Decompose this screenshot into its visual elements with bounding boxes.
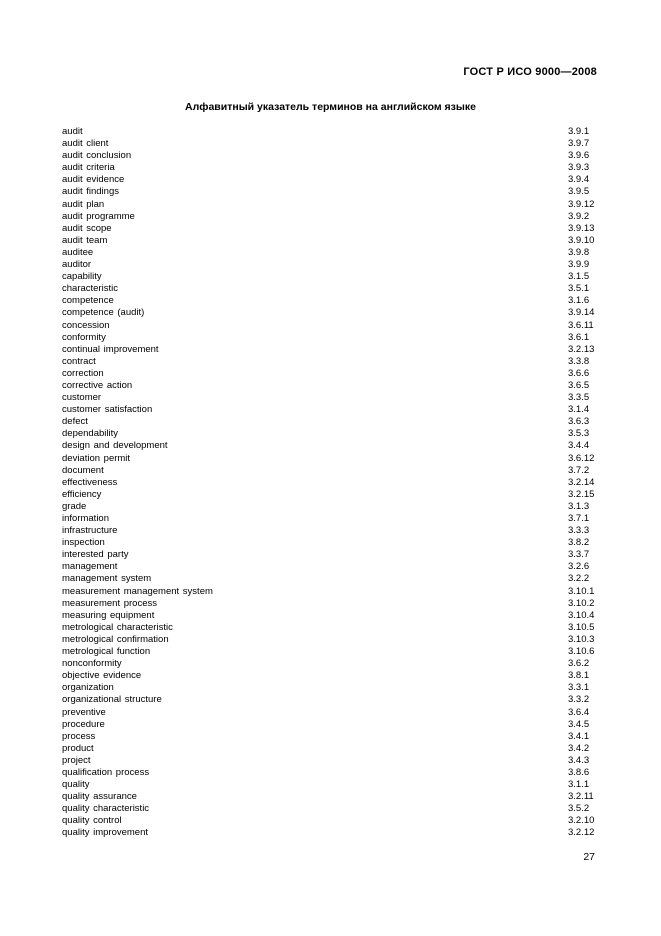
- entry-term: metrological characteristic: [62, 621, 173, 633]
- index-entry: [62, 174, 600, 186]
- entry-term: organizational structure: [62, 694, 162, 706]
- index-entry: [62, 356, 600, 368]
- index-entry: [62, 404, 600, 416]
- entry-term: customer: [62, 392, 102, 404]
- entry-term: measurement management system: [62, 585, 213, 597]
- index-entry: [62, 694, 600, 706]
- entry-term: inspection: [62, 537, 105, 549]
- index-entry: [62, 392, 600, 404]
- entry-clause-number: 3.1.3: [568, 500, 590, 512]
- entry-clause-number: 3.9.9: [568, 259, 590, 271]
- entry-clause-number: 3.9.13: [568, 222, 595, 234]
- entry-clause-number: 3.6.5: [568, 379, 590, 391]
- entry-clause-number: 3.6.1: [568, 331, 590, 343]
- entry-clause-number: 3.8.2: [568, 537, 590, 549]
- entry-clause-number: 3.3.5: [568, 392, 590, 404]
- index-entry: [62, 537, 600, 549]
- index-entry: [62, 755, 600, 767]
- entry-term: measuring equipment: [62, 609, 155, 621]
- entry-term: audit scope: [62, 222, 112, 234]
- index-entry: [62, 501, 600, 513]
- entry-clause-number: 3.6.3: [568, 416, 590, 428]
- entry-term: audit evidence: [62, 174, 125, 186]
- entry-term: quality control: [62, 815, 122, 827]
- index-entry: [62, 803, 600, 815]
- index-entry: [62, 211, 600, 223]
- entry-term: audit team: [62, 234, 108, 246]
- entry-clause-number: 3.6.4: [568, 706, 590, 718]
- index-entry: [62, 307, 600, 319]
- entry-term: quality characteristic: [62, 803, 150, 815]
- index-entry: [62, 138, 600, 150]
- entry-term: project: [62, 754, 91, 766]
- entry-term: dependability: [62, 428, 118, 440]
- term-index-list: [62, 126, 600, 840]
- entry-clause-number: 3.6.12: [568, 452, 595, 464]
- entry-clause-number: 3.7.1: [568, 513, 590, 524]
- entry-clause-number: 3.2.13: [568, 343, 595, 355]
- entry-term: correction: [62, 367, 104, 379]
- entry-term: metrological confirmation: [62, 633, 169, 645]
- entry-clause-number: 3.9.8: [568, 246, 590, 258]
- index-entry: [62, 259, 600, 271]
- entry-term: metrological function: [62, 646, 151, 658]
- index-entry: [62, 295, 600, 307]
- index-entry: [62, 235, 600, 247]
- entry-clause-number: 3.9.6: [568, 150, 590, 162]
- entry-term: efficiency: [62, 488, 102, 500]
- entry-clause-number: 3.2.12: [568, 827, 595, 839]
- entry-clause-number: 3.4.2: [568, 742, 590, 754]
- index-entry: [62, 549, 600, 561]
- index-entry: [62, 658, 600, 670]
- entry-term: measurement process: [62, 597, 157, 609]
- index-entry: [62, 598, 600, 610]
- index-entry: [62, 428, 600, 440]
- entry-term: audit: [62, 126, 83, 137]
- entry-clause-number: 3.3.1: [568, 682, 590, 694]
- entry-term: capability: [62, 271, 102, 283]
- index-entry: [62, 126, 600, 138]
- entry-clause-number: 3.2.11: [568, 791, 594, 803]
- index-entry: [62, 791, 600, 803]
- entry-term: information: [62, 513, 109, 524]
- index-entry: [62, 150, 600, 162]
- index-entry: [62, 489, 600, 501]
- index-entry: [62, 162, 600, 174]
- entry-term: effectiveness: [62, 476, 118, 488]
- entry-clause-number: 3.6.6: [568, 367, 590, 379]
- page-number: 27: [583, 851, 595, 863]
- index-entry: [62, 779, 600, 791]
- entry-clause-number: 3.1.4: [568, 404, 590, 416]
- entry-clause-number: 3.2.6: [568, 561, 590, 573]
- index-entry: [62, 707, 600, 719]
- entry-term: conformity: [62, 331, 106, 343]
- entry-clause-number: 3.4.4: [568, 440, 590, 452]
- index-title: Алфавитный указатель терминов на английском языке: [185, 101, 476, 113]
- index-entry: [62, 283, 600, 295]
- entry-clause-number: 3.2.15: [568, 488, 595, 500]
- entry-clause-number: 3.7.2: [568, 464, 590, 476]
- index-entry: [62, 682, 600, 694]
- index-entry: [62, 186, 600, 198]
- entry-term: organization: [62, 682, 114, 694]
- entry-term: quality improvement: [62, 827, 149, 839]
- entry-term: management: [62, 561, 118, 573]
- entry-clause-number: 3.10.4: [568, 609, 595, 621]
- entry-clause-number: 3.5.2: [568, 803, 590, 815]
- index-entry: [62, 332, 600, 344]
- entry-term: audit criteria: [62, 162, 115, 174]
- entry-term: audit conclusion: [62, 150, 132, 162]
- entry-clause-number: 3.10.3: [568, 633, 595, 645]
- entry-clause-number: 3.5.3: [568, 428, 590, 440]
- entry-term: interested party: [62, 549, 129, 561]
- entry-clause-number: 3.5.1: [568, 283, 590, 295]
- entry-clause-number: 3.9.3: [568, 162, 590, 174]
- entry-clause-number: 3.6.2: [568, 658, 590, 670]
- entry-term: design and development: [62, 440, 168, 452]
- index-entry: [62, 477, 600, 489]
- entry-term: competence: [62, 295, 114, 307]
- entry-term: infrastructure: [62, 525, 118, 537]
- entry-term: contract: [62, 355, 96, 367]
- entry-clause-number: 3.1.5: [568, 271, 590, 283]
- entry-term: quality assurance: [62, 791, 137, 803]
- entry-clause-number: 3.4.1: [568, 730, 590, 742]
- index-entry: [62, 465, 600, 477]
- entry-term: auditee: [62, 246, 94, 258]
- entry-term: deviation permit: [62, 452, 131, 464]
- entry-term: process: [62, 730, 96, 742]
- entry-term: quality: [62, 779, 90, 791]
- index-entry: [62, 646, 600, 658]
- index-entry: [62, 670, 600, 682]
- entry-term: document: [62, 464, 104, 476]
- entry-term: qualification process: [62, 766, 150, 778]
- index-entry: [62, 223, 600, 235]
- index-entry: [62, 622, 600, 634]
- entry-clause-number: 3.3.2: [568, 694, 590, 706]
- entry-clause-number: 3.9.1: [568, 126, 590, 137]
- entry-clause-number: 3.9.10: [568, 234, 595, 246]
- entry-clause-number: 3.9.5: [568, 186, 590, 198]
- entry-term: procedure: [62, 718, 105, 730]
- index-entry: [62, 344, 600, 356]
- entry-term: objective evidence: [62, 670, 142, 682]
- entry-clause-number: 3.8.6: [568, 766, 590, 778]
- entry-clause-number: 3.10.5: [568, 621, 595, 633]
- index-entry: [62, 199, 600, 211]
- entry-clause-number: 3.1.1: [568, 779, 590, 791]
- entry-clause-number: 3.10.1: [568, 585, 595, 597]
- index-entry: [62, 380, 600, 392]
- index-entry: [62, 368, 600, 380]
- entry-term: auditor: [62, 259, 92, 271]
- entry-term: management system: [62, 573, 152, 585]
- index-entry: [62, 453, 600, 465]
- index-entry: [62, 743, 600, 755]
- index-entry: [62, 513, 600, 525]
- entry-term: nonconformity: [62, 658, 122, 670]
- entry-clause-number: 3.10.6: [568, 646, 595, 658]
- entry-term: audit plan: [62, 198, 105, 210]
- entry-term: audit client: [62, 138, 109, 150]
- entry-term: concession: [62, 319, 110, 331]
- entry-clause-number: 3.4.3: [568, 754, 590, 766]
- entry-term: product: [62, 742, 94, 754]
- entry-clause-number: 3.10.2: [568, 597, 595, 609]
- entry-term: customer satisfaction: [62, 404, 153, 416]
- index-entry: [62, 440, 600, 452]
- index-entry: [62, 271, 600, 283]
- entry-clause-number: 3.4.5: [568, 718, 590, 730]
- entry-term: competence (audit): [62, 307, 145, 319]
- entry-clause-number: 3.2.14: [568, 476, 595, 488]
- index-entry: [62, 525, 600, 537]
- entry-clause-number: 3.1.6: [568, 295, 590, 307]
- index-entry: [62, 573, 600, 585]
- entry-term: defect: [62, 416, 88, 428]
- entry-clause-number: 3.9.14: [568, 307, 595, 319]
- index-entry: [62, 247, 600, 259]
- index-entry: [62, 827, 600, 839]
- index-entry: [62, 815, 600, 827]
- entry-clause-number: 3.3.7: [568, 549, 590, 561]
- entry-term: audit programme: [62, 210, 135, 222]
- entry-term: corrective action: [62, 379, 133, 391]
- entry-clause-number: 3.9.4: [568, 174, 590, 186]
- index-entry: [62, 767, 600, 779]
- entry-clause-number: 3.2.10: [568, 815, 595, 827]
- document-header: ГОСТ Р ИСО 9000—2008: [463, 66, 597, 78]
- entry-term: continual improvement: [62, 343, 159, 355]
- entry-clause-number: 3.6.11: [568, 319, 594, 331]
- entry-clause-number: 3.3.3: [568, 525, 590, 537]
- entry-term: grade: [62, 500, 87, 512]
- index-entry: [62, 610, 600, 622]
- index-entry: [62, 586, 600, 598]
- entry-clause-number: 3.9.7: [568, 138, 590, 150]
- entry-clause-number: 3.9.12: [568, 198, 595, 210]
- entry-clause-number: 3.2.2: [568, 573, 590, 585]
- index-entry: [62, 561, 600, 573]
- index-entry: [62, 719, 600, 731]
- index-entry: [62, 320, 600, 332]
- index-entry: [62, 634, 600, 646]
- entry-clause-number: 3.8.1: [568, 670, 590, 682]
- entry-term: preventive: [62, 706, 106, 718]
- index-entry: [62, 416, 600, 428]
- entry-clause-number: 3.3.8: [568, 355, 590, 367]
- index-entry: [62, 731, 600, 743]
- entry-clause-number: 3.9.2: [568, 210, 590, 222]
- entry-term: audit findings: [62, 186, 119, 198]
- entry-term: characteristic: [62, 283, 118, 295]
